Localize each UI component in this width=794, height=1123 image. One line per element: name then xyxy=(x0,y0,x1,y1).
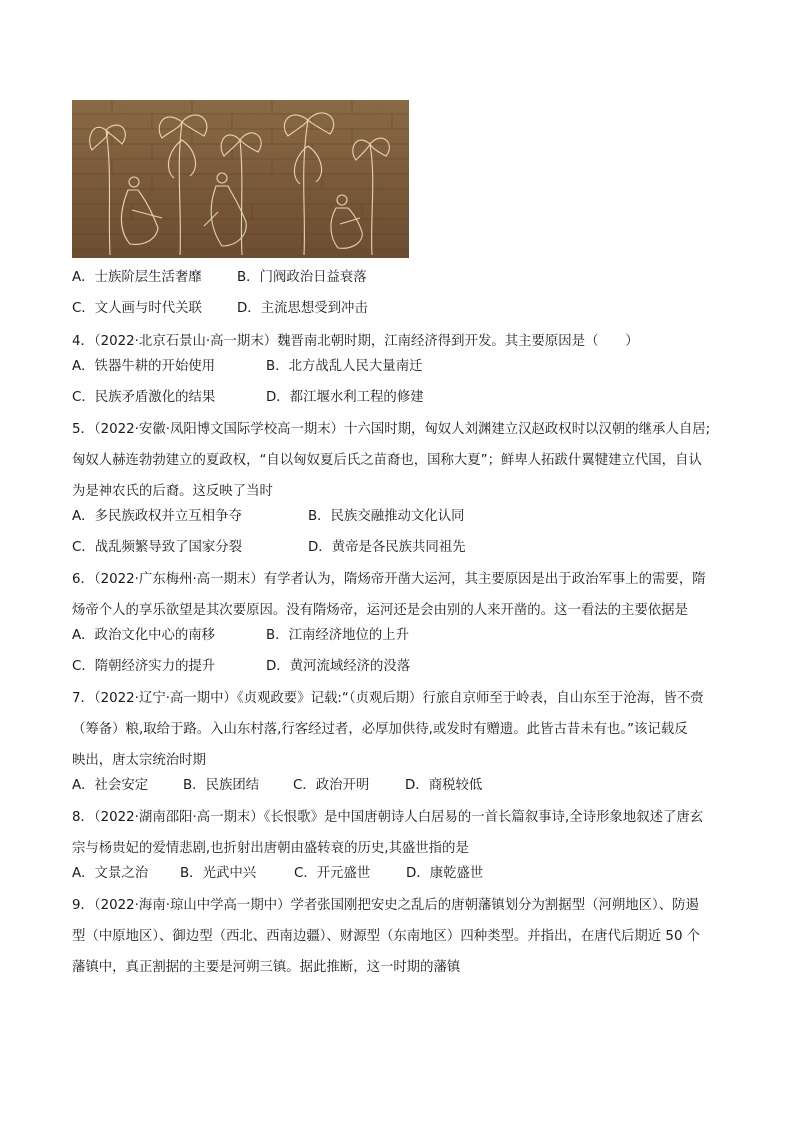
question-8 xyxy=(72,802,722,884)
option-c[interactable]: C．隋朝经济实力的提升 xyxy=(72,659,216,674)
option-b[interactable]: B．民族交融推动文化认同 xyxy=(308,509,465,524)
q3-options-row2 xyxy=(72,299,722,319)
option-d[interactable]: D．都江堰水利工程的修建 xyxy=(266,390,424,405)
option-b[interactable]: B．光武中兴 xyxy=(180,866,257,881)
option-a[interactable]: A．社会安定 xyxy=(72,778,149,793)
options-row xyxy=(72,776,722,796)
question-stem: 藩镇中，真正割据的主要是河朔三镇。据此推断，这一时期的藩镇 xyxy=(72,960,461,975)
question-stem: 6．（2022·广东梅州·高一期末）有学者认为，隋炀帝开凿大运河，其主要原因是出于政治军事上的需要，隋 xyxy=(72,572,706,587)
question-stem: 型（中原地区）、御边型（西北、西南边疆）、财源型（东南地区）四种类型。并指出，在唐代后期近 50 个 xyxy=(72,929,701,944)
options-row xyxy=(72,388,722,408)
option-d[interactable]: D．黄帝是各民族共同祖先 xyxy=(308,540,466,555)
option-d[interactable]: D．黄河流域经济的没落 xyxy=(266,659,411,674)
mural-figure xyxy=(72,100,409,258)
question-4 xyxy=(72,326,722,408)
option-d[interactable]: D．康乾盛世 xyxy=(406,866,484,881)
question-9 xyxy=(72,890,722,983)
options-row xyxy=(72,357,722,377)
question-stem: 7．（2022·辽宁·高一期中）《贞观政要》记载:“（贞观后期）行旅自京师至于岭表，自山东至于沧海，皆不赍 xyxy=(72,691,704,706)
option-a[interactable]: A．多民族政权并立互相争夺 xyxy=(72,509,242,524)
q3-option-c[interactable]: C．文人画与时代关联 xyxy=(72,301,202,316)
q3-options-row1 xyxy=(72,268,722,288)
q3-option-a[interactable]: A．士族阶层生活奢靡 xyxy=(72,270,202,285)
option-b[interactable]: B．江南经济地位的上升 xyxy=(266,628,410,643)
options-row xyxy=(72,507,722,527)
option-c[interactable]: C．政治开明 xyxy=(293,778,370,793)
options-row xyxy=(72,657,722,677)
question-stem: 8．（2022·湖南邵阳·高一期末）《长恨歌》是中国唐朝诗人白居易的一首长篇叙事诗,全诗形象地叙述了唐玄 xyxy=(72,810,704,825)
question-7 xyxy=(72,683,722,796)
option-c[interactable]: C．战乱频繁导致了国家分裂 xyxy=(72,540,243,555)
question-stem: 为是神农氏的后裔。这反映了当时 xyxy=(72,484,273,499)
options-row xyxy=(72,538,722,558)
question-stem: 9．（2022·海南·琼山中学高一期中）学者张国刚把安史之乱后的唐朝藩镇划分为割据型（河朔地区）、防遏 xyxy=(72,898,699,913)
q3-option-d[interactable]: D．主流思想受到冲击 xyxy=(237,301,368,316)
question-5 xyxy=(72,414,722,558)
options-row xyxy=(72,864,722,884)
option-c[interactable]: C．开元盛世 xyxy=(294,866,371,881)
option-a[interactable]: A．政治文化中心的南移 xyxy=(72,628,216,643)
question-stem: 映出，唐太宗统治时期 xyxy=(72,753,206,768)
option-a[interactable]: A．铁器牛耕的开始使用 xyxy=(72,359,216,374)
question-stem: 4．（2022·北京石景山·高一期末）魏晋南北朝时期，江南经济得到开发。其主要原因是（ ） xyxy=(72,334,639,349)
option-c[interactable]: C．民族矛盾激化的结果 xyxy=(72,390,216,405)
option-b[interactable]: B．北方战乱人民大量南迁 xyxy=(266,359,423,374)
option-a[interactable]: A．文景之治 xyxy=(72,866,149,881)
option-d[interactable]: D．商税较低 xyxy=(405,778,483,793)
options-row xyxy=(72,626,722,646)
question-stem: 匈奴人赫连勃勃建立的夏政权，“自以匈奴夏后氏之苗裔也，国称大夏”；鲜卑人拓跋什翼犍建立代国，自认 xyxy=(72,453,702,468)
question-6 xyxy=(72,564,722,677)
option-b[interactable]: B．民族团结 xyxy=(183,778,260,793)
question-stem: 炀帝个人的享乐欲望是其次要原因。没有隋炀帝，运河还是会由别的人来开凿的。这一看法的主要依据是 xyxy=(72,603,688,618)
question-stem: 5．（2022·安徽·凤阳博文国际学校高一期末）十六国时期，匈奴人刘渊建立汉赵政权时以汉朝的继承人自居; xyxy=(72,422,711,437)
question-stem: （筹备）粮,取给于路。入山东村落,行客经过者，必厚加供待,或发时有赠遗。此皆古昔未有也。”该记载反 xyxy=(72,722,688,737)
page xyxy=(72,100,722,983)
engraved-brick-mural-image xyxy=(72,100,409,258)
q3-option-b[interactable]: B．门阀政治日益衰落 xyxy=(237,270,367,285)
question-stem: 宗与杨贵妃的爱情悲剧,也折射出唐朝由盛转衰的历史,其盛世指的是 xyxy=(72,841,469,856)
